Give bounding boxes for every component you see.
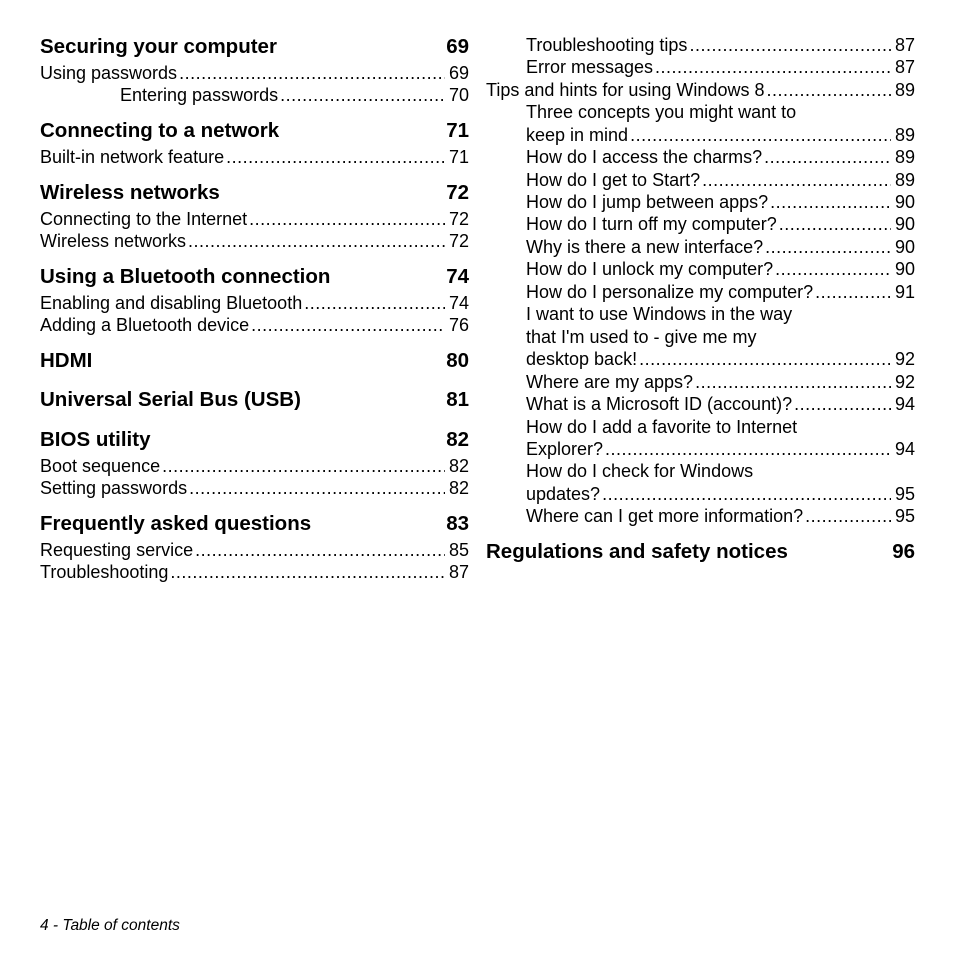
toc-page-number: 82: [446, 428, 469, 451]
toc-page-number: 72: [448, 209, 469, 229]
toc-page-number: 81: [446, 388, 469, 411]
toc-entry-title: Securing your computer: [40, 35, 277, 58]
toc-page-number: 90: [894, 237, 915, 257]
toc-page-number: 95: [894, 506, 915, 526]
toc-entry[interactable]: [40, 146, 469, 168]
toc-entry-title: Tips and hints for using Windows 8: [486, 80, 765, 100]
toc-page-number: 82: [448, 456, 469, 476]
toc-page-number: 89: [894, 80, 915, 100]
toc-entry[interactable]: [486, 79, 915, 101]
toc-entry[interactable]: [526, 56, 915, 78]
toc-entry[interactable]: [526, 146, 915, 168]
dot-leader: [702, 169, 891, 191]
toc-entry-title: Built-in network feature: [40, 147, 225, 167]
toc-entry-title: Why is there a new interface?: [526, 237, 764, 257]
dot-leader: [162, 455, 445, 477]
dot-leader: [170, 561, 445, 583]
toc-page-number: 87: [448, 562, 469, 582]
toc-entry[interactable]: [526, 393, 915, 415]
toc-entry-title: Requesting service: [40, 540, 194, 560]
toc-entry-title: Universal Serial Bus (USB): [40, 388, 301, 411]
toc-page-number: 89: [894, 147, 915, 167]
toc-section-heading[interactable]: [40, 180, 469, 206]
dot-leader: [770, 191, 891, 213]
toc-entry-title: Enabling and disabling Bluetooth: [40, 293, 303, 313]
toc-section-heading[interactable]: [40, 427, 469, 453]
toc-page-number: 80: [446, 349, 469, 372]
toc-entry-title: Wireless networks: [40, 231, 187, 251]
toc-section-heading[interactable]: [40, 511, 469, 537]
toc-entry-title: Troubleshooting: [40, 562, 169, 582]
page-footer: 4 - Table of contents: [40, 917, 180, 934]
toc-page-number: 89: [894, 170, 915, 190]
toc-entry-title: Regulations and safety notices: [486, 540, 788, 563]
toc-page-number: 94: [894, 439, 915, 459]
toc-entry-title: How do I access the charms?: [526, 147, 763, 167]
toc-page-number: 82: [448, 478, 469, 498]
toc-page-number: 71: [446, 119, 469, 142]
dot-leader: [805, 505, 891, 527]
toc-entry-title: Explorer?: [526, 439, 604, 459]
toc-page-number: 95: [894, 484, 915, 504]
dot-leader: [195, 539, 445, 561]
toc-page-number: 87: [894, 35, 915, 55]
toc-section-heading[interactable]: [486, 539, 915, 565]
toc-entry[interactable]: [526, 281, 915, 303]
toc-page-number: 92: [894, 372, 915, 392]
toc-entry-title: Boot sequence: [40, 456, 161, 476]
toc-entry[interactable]: [526, 124, 915, 146]
toc-entry-title: How do I jump between apps?: [526, 192, 769, 212]
toc-entry[interactable]: [526, 348, 915, 370]
toc-entry[interactable]: [40, 539, 469, 561]
toc-entry[interactable]: [526, 258, 915, 280]
toc-page-number: 83: [446, 512, 469, 535]
toc-page-number: 91: [894, 282, 915, 302]
toc-entry[interactable]: [120, 84, 469, 106]
toc-entry[interactable]: [526, 191, 915, 213]
toc-page-number: 74: [448, 293, 469, 313]
dot-leader: [630, 124, 891, 146]
toc-entry-title: How do I get to Start?: [526, 170, 701, 190]
toc-entry-title: keep in mind: [526, 125, 629, 145]
dot-leader: [249, 208, 445, 230]
toc-page-number: 69: [448, 63, 469, 83]
toc-page-number: 96: [892, 540, 915, 563]
toc-entry-title: Connecting to a network: [40, 119, 280, 142]
toc-entry-title: Error messages: [526, 57, 654, 77]
toc-section-heading[interactable]: [40, 264, 469, 290]
dot-leader: [655, 56, 891, 78]
toc-entry-title: Using a Bluetooth connection: [40, 265, 331, 288]
toc-entry[interactable]: [526, 371, 915, 393]
dot-leader: [775, 258, 891, 280]
toc-entry-title: updates?: [526, 484, 601, 504]
toc-entry-title: Where can I get more information?: [526, 506, 804, 526]
dot-leader: [815, 281, 891, 303]
toc-entry-title: Entering passwords: [120, 85, 279, 105]
toc-entry-title: desktop back!: [526, 349, 638, 369]
toc-page-number: 72: [446, 181, 469, 204]
toc-entry-title: Wireless networks: [40, 181, 220, 204]
dot-leader: [779, 213, 891, 235]
dot-leader: [766, 79, 891, 101]
toc-entry-title: BIOS utility: [40, 428, 151, 451]
toc-entry-title: How do I unlock my computer?: [526, 259, 774, 279]
dot-leader: [179, 62, 445, 84]
dot-leader: [280, 84, 445, 106]
toc-entry-text: How do I check for Windows: [526, 461, 754, 481]
toc-entry-title: HDMI: [40, 349, 93, 372]
toc-entry-text: Three concepts you might want to: [526, 102, 797, 122]
toc-page-number: 90: [894, 192, 915, 212]
toc-entry-text: that I'm used to - give me my: [526, 327, 757, 347]
dot-leader: [695, 371, 891, 393]
toc-entry[interactable]: [40, 230, 469, 252]
toc-entry[interactable]: [526, 483, 915, 505]
toc-entry-title: Setting passwords: [40, 478, 188, 498]
dot-leader: [602, 483, 891, 505]
toc-entry-text: I want to use Windows in the way: [526, 304, 793, 324]
toc-page-number: 92: [894, 349, 915, 369]
toc-entry[interactable]: [40, 314, 469, 336]
toc-entry-title: How do I turn off my computer?: [526, 214, 777, 234]
toc-entry-title: Adding a Bluetooth device: [40, 315, 250, 335]
toc-entry[interactable]: [526, 438, 915, 460]
toc-entry-title: What is a Microsoft ID (account)?: [526, 394, 793, 414]
toc-page-number: 70: [448, 85, 469, 105]
toc-page-number: 71: [448, 147, 469, 167]
toc-page-number: 90: [894, 259, 915, 279]
toc-entry[interactable]: [526, 213, 915, 235]
toc-entry-title: Troubleshooting tips: [526, 35, 688, 55]
toc-entry[interactable]: [40, 208, 469, 230]
toc-entry-title: Where are my apps?: [526, 372, 694, 392]
toc-entry[interactable]: [526, 236, 915, 258]
toc-section-heading[interactable]: [40, 118, 469, 144]
dot-leader: [765, 236, 891, 258]
toc-section-heading[interactable]: [40, 387, 469, 413]
toc-page-number: 87: [894, 57, 915, 77]
dot-leader: [304, 292, 445, 314]
toc-entry-text: How do I add a favorite to Internet: [526, 417, 798, 437]
toc-page-number: 72: [448, 231, 469, 251]
toc-entry-title: Frequently asked questions: [40, 512, 312, 535]
toc-section-heading[interactable]: [40, 348, 469, 374]
toc-entry-title: Using passwords: [40, 63, 178, 83]
toc-entry[interactable]: [526, 34, 915, 56]
toc-entry-title: Connecting to the Internet: [40, 209, 248, 229]
toc-section-heading[interactable]: [40, 34, 469, 60]
dot-leader: [764, 146, 891, 168]
toc-entry[interactable]: [40, 292, 469, 314]
toc-entry[interactable]: [40, 62, 469, 84]
toc-entry[interactable]: [40, 477, 469, 499]
toc-page-number: 74: [446, 265, 469, 288]
dot-leader: [605, 438, 891, 460]
dot-leader: [794, 393, 891, 415]
toc-entry[interactable]: [526, 505, 915, 527]
dot-leader: [189, 477, 445, 499]
toc-page-number: 69: [446, 35, 469, 58]
toc-entry[interactable]: [40, 455, 469, 477]
toc-page-number: 89: [894, 125, 915, 145]
toc-entry[interactable]: [526, 169, 915, 191]
dot-leader: [188, 230, 445, 252]
toc-page-number: 76: [448, 315, 469, 335]
dot-leader: [251, 314, 445, 336]
toc-page-number: 94: [894, 394, 915, 414]
toc-entry[interactable]: [40, 561, 469, 583]
toc-entry-title: How do I personalize my computer?: [526, 282, 814, 302]
dot-leader: [689, 34, 891, 56]
toc-page-number: 85: [448, 540, 469, 560]
dot-leader: [226, 146, 445, 168]
dot-leader: [639, 348, 891, 370]
toc-page-number: 90: [894, 214, 915, 234]
